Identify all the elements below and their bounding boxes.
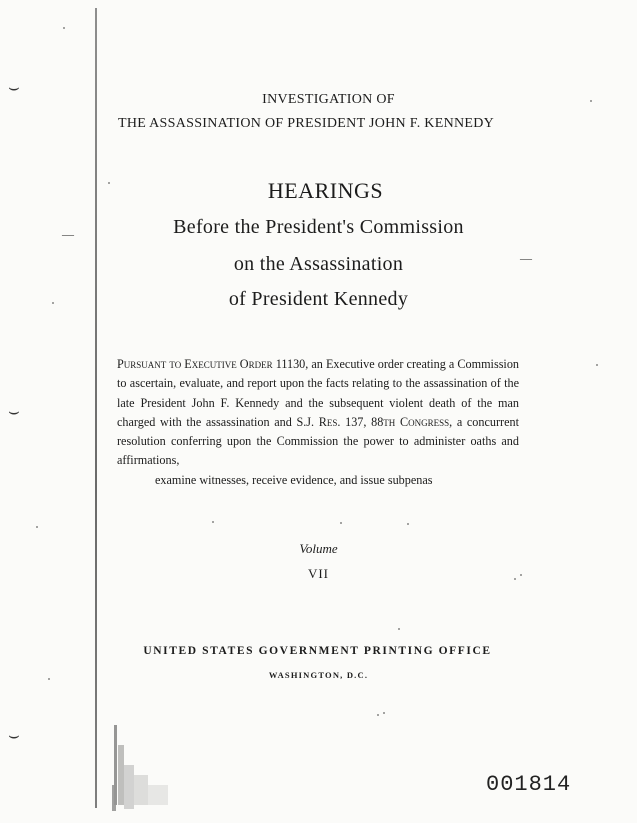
authority-lead: Pursuant to Executive Order (117, 357, 273, 371)
authority-res: Res. (318, 414, 341, 429)
volume-label: Volume (299, 541, 338, 556)
header-assassination-line: THE ASSASSINATION OF PRESIDENT JOHN F. KENNEDY (118, 116, 495, 131)
document-number-stamp: 001814 (486, 772, 572, 797)
authority-congress: Congress (395, 414, 450, 429)
authority-text-3: , a concurrent resolution conferring upon the Commission the power to administer oaths and affirmations, (117, 414, 520, 468)
authority-text-2: 137, 88 (340, 414, 384, 429)
margin-dash-mark: — (520, 251, 532, 265)
publisher-place: WASHINGTON, D.C. (268, 670, 369, 680)
authority-last-line: examine witnesses, receive evidence, and issue subpenas (155, 472, 433, 487)
publisher-name: UNITED STATES GOVERNMENT PRINTING OFFICE (143, 645, 492, 657)
authority-text-1: 11130, an Executive order creating a Commission to ascertain, evaluate, and report upon the facts relating to the assassination of the late President John F. Kennedy and the subsequent violent death of the man charged with the assassination and S.J. (117, 357, 520, 429)
margin-bracket-mark: ⌣ (8, 77, 20, 97)
title-hearings: HEARINGS (267, 178, 384, 203)
margin-bracket-mark: ⌣ (8, 725, 20, 745)
scan-smudge (104, 715, 194, 813)
volume-number: VII (307, 566, 330, 581)
title-line-commission: Before the President's Commission (173, 216, 464, 238)
authority-paragraph (117, 355, 519, 490)
binding-edge-line (95, 8, 97, 808)
header-investigation-of: INVESTIGATION OF (262, 92, 395, 107)
title-line-president: of President Kennedy (228, 288, 409, 310)
title-line-assassination: on the Assassination (233, 253, 404, 275)
authority-th: th (383, 414, 396, 429)
margin-bracket-mark: ⌣ (8, 401, 20, 421)
margin-dash-mark: — (62, 227, 74, 241)
